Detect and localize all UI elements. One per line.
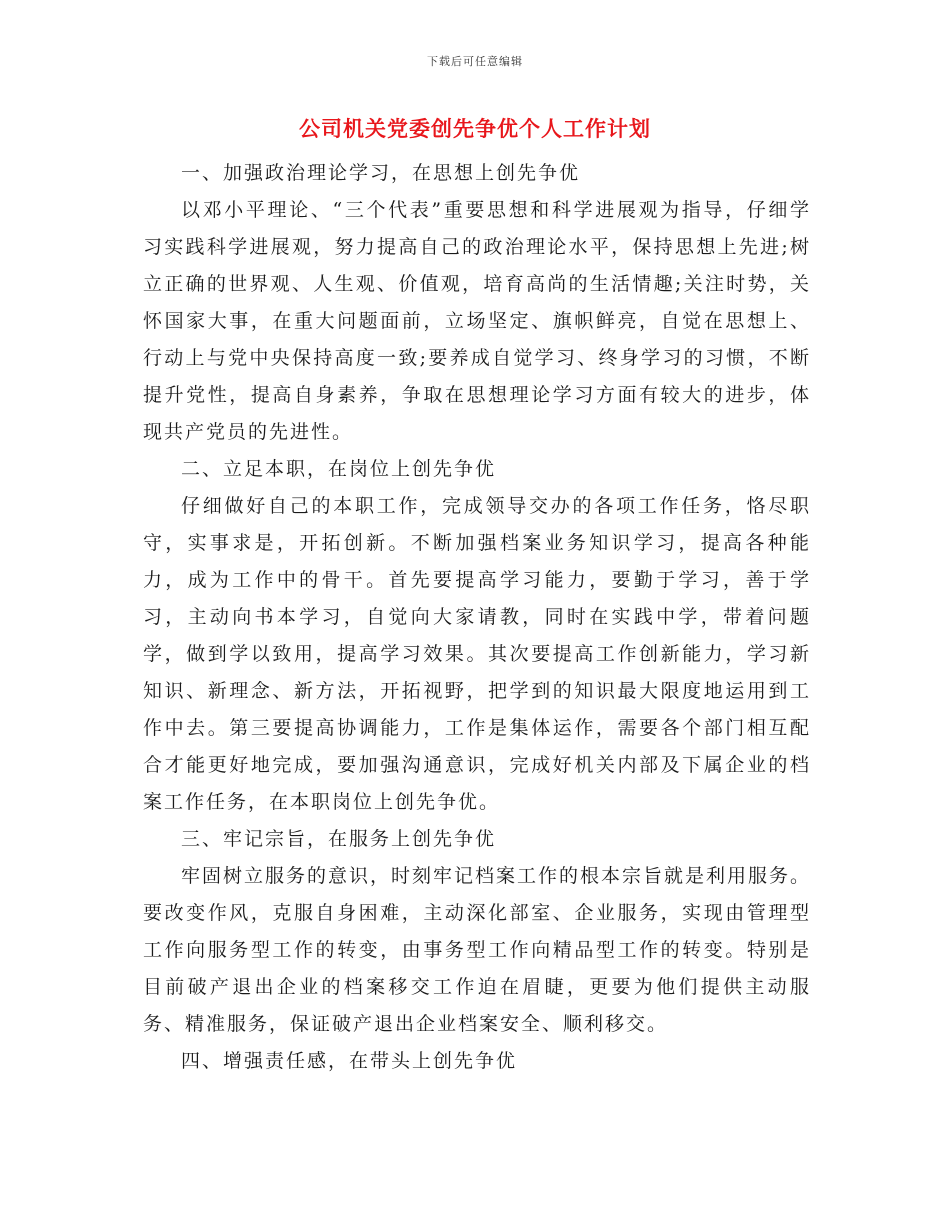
section-1-paragraph: 以邓小平理论、“三个代表”重要思想和科学进展观为指导，仔细学习实践科学进展观，努力提高自己的政治理论水平，保持思想上先进;树立正确的世界观、人生观、价值观，培育高尚的生活情趣;关注时势，关怀国家大事，在重大问题面前，立场坚定、旗帜鲜亮，自觉在思想上、行动上与党中央保持高度一致;要养成自觉学习、终身学习的习惯，不断提升党性，提高自身素养，争取在思想理论学习方面有较大的进步，体现共产党员的先进性。 [143, 199, 811, 443]
section-3-paragraph: 牢固树立服务的意识，时刻牢记档案工作的根本宗旨就是利用服务。要改变作风，克服自身困难，主动深化部室、企业服务，实现由管理型工作向服务型工作的转变，由事务型工作向精品型工作的转变。特别是目前破产退出企业的档案移交工作迫在眉睫，更要为他们提供主动服务、精准服务，保证破产退出企业档案安全、顺利移交。 [143, 865, 812, 1035]
header-note: 下载后可任意编辑 [427, 55, 523, 68]
section-3-heading: 三、牢记宗旨，在服务上创先争优 [181, 828, 497, 850]
document-body [143, 155, 811, 1080]
section-1-heading: 一、加强政治理论学习，在思想上创先争优 [181, 162, 581, 184]
section-4-heading: 四、增强责任感，在带头上创先争优 [181, 1050, 518, 1072]
section-2-heading: 二、立足本职，在岗位上创先争优 [181, 458, 497, 480]
document-title: 公司机关党委创先争优个人工作计划 [299, 116, 651, 141]
section-2-paragraph: 仔细做好自己的本职工作，完成领导交办的各项工作任务，恪尽职守，实事求是，开拓创新。不断加强档案业务知识学习，提高各种能力，成为工作中的骨干。首先要提高学习能力，要勤于学习，善于学习，主动向书本学习，自觉向大家请教，同时在实践中学，带着问题学，做到学以致用，提高学习效果。其次要提高工作创新能力，学习新知识、新理念、新方法，开拓视野，把学到的知识最大限度地运用到工作中去。第三要提高协调能力，工作是集体运作，需要各个部门相互配合才能更好地完成，要加强沟通意识，完成好机关内部及下属企业的档案工作任务，在本职岗位上创先争优。 [143, 495, 811, 813]
